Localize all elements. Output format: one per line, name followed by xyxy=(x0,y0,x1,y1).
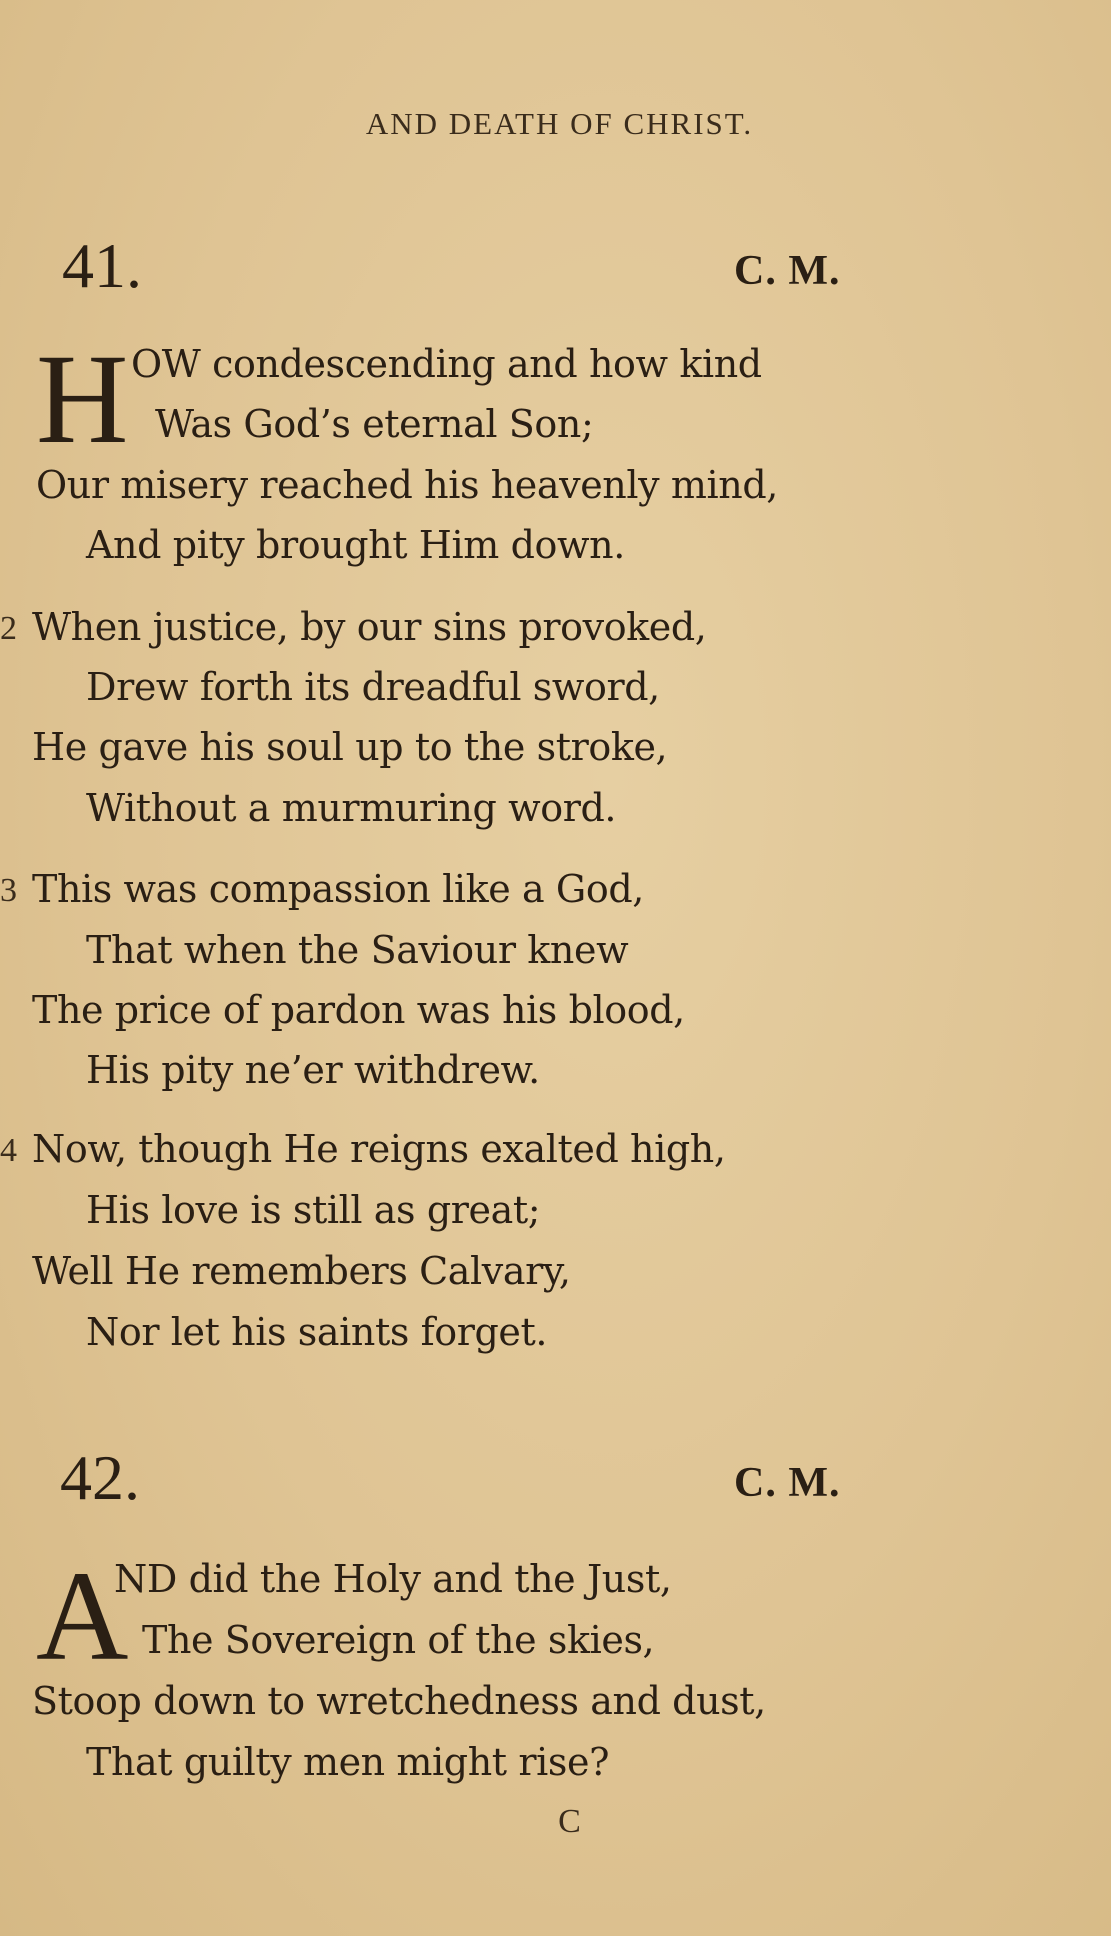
verse-line: OW condescending and how kind xyxy=(131,342,762,386)
verse-line: Well He remembers Calvary, xyxy=(32,1249,571,1293)
verse-line: Without a murmuring word. xyxy=(86,786,617,830)
verse-number: 4 xyxy=(0,1132,17,1169)
verse-line: The price of pardon was his blood, xyxy=(32,988,685,1032)
verse-line: This was compassion like a God, xyxy=(32,867,644,911)
verse-line: And pity brought Him down. xyxy=(86,523,625,567)
hymn-meter: C. M. xyxy=(734,248,841,294)
drop-cap-letter: H xyxy=(36,328,129,470)
verse-line: That when the Saviour knew xyxy=(86,928,629,972)
running-head: AND DEATH OF CHRIST. xyxy=(365,106,754,141)
hymn-number: 41. xyxy=(62,230,142,301)
verse-line: That guilty men might rise? xyxy=(86,1740,610,1784)
verse-line: Drew forth its dreadful sword, xyxy=(86,665,660,709)
verse-line: ND did the Holy and the Just, xyxy=(114,1557,672,1601)
drop-cap-letter: A xyxy=(36,1545,129,1687)
verse-line: Our misery reached his heavenly mind, xyxy=(36,463,778,507)
signature-mark: C xyxy=(558,1803,581,1840)
verse-line: His love is still as great; xyxy=(86,1188,541,1232)
verse-number: 2 xyxy=(0,610,17,647)
verse-line: The Sovereign of the skies, xyxy=(142,1618,655,1662)
verse-line: He gave his soul up to the stroke, xyxy=(32,725,668,769)
verse-line: Nor let his saints forget. xyxy=(86,1310,548,1354)
hymn-number: 42. xyxy=(60,1442,140,1513)
verse-number: 3 xyxy=(0,872,17,909)
verse-line: Now, though He reigns exalted high, xyxy=(32,1127,726,1171)
verse-line: His pity ne’er withdrew. xyxy=(86,1048,540,1092)
hymn-meter: C. M. xyxy=(734,1460,841,1506)
verse-line: Stoop down to wretchedness and dust, xyxy=(32,1679,766,1723)
verse-line: Was God’s eternal Son; xyxy=(155,402,594,446)
verse-line: When justice, by our sins provoked, xyxy=(32,605,707,649)
